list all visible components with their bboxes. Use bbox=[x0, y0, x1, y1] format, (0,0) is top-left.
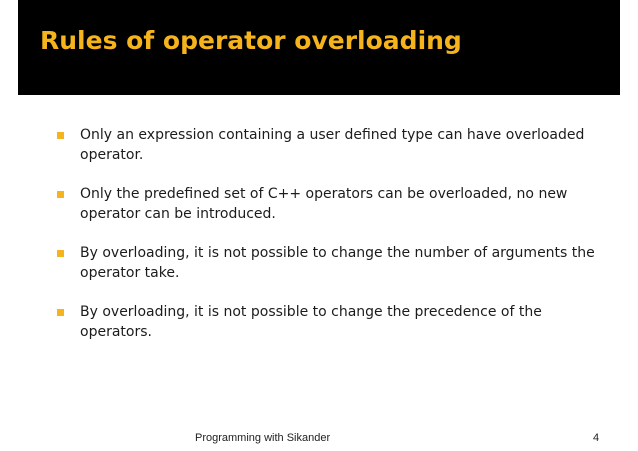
page-number: 4 bbox=[593, 432, 600, 444]
square-bullet-icon bbox=[57, 309, 64, 316]
bullet-item bbox=[56, 185, 596, 224]
square-bullet-icon bbox=[57, 132, 64, 139]
bullet-text: Only an expression containing a user defined type can have overloaded operator. bbox=[80, 127, 585, 163]
footer-text: Programming with Sikander bbox=[195, 432, 331, 444]
bullet-list bbox=[56, 126, 596, 362]
bullet-item bbox=[56, 303, 596, 342]
square-bullet-icon bbox=[57, 250, 64, 257]
bullet-item bbox=[56, 244, 596, 283]
bullet-text: By overloading, it is not possible to change the precedence of the operators. bbox=[80, 304, 542, 340]
slide-title: Rules of operator overloading bbox=[40, 26, 462, 55]
bullet-text: Only the predefined set of C++ operators can be overloaded, no new operator can be introduced. bbox=[80, 186, 568, 222]
square-bullet-icon bbox=[57, 191, 64, 198]
bullet-text: By overloading, it is not possible to change the number of arguments the operator take. bbox=[80, 245, 595, 281]
bullet-item bbox=[56, 126, 596, 165]
